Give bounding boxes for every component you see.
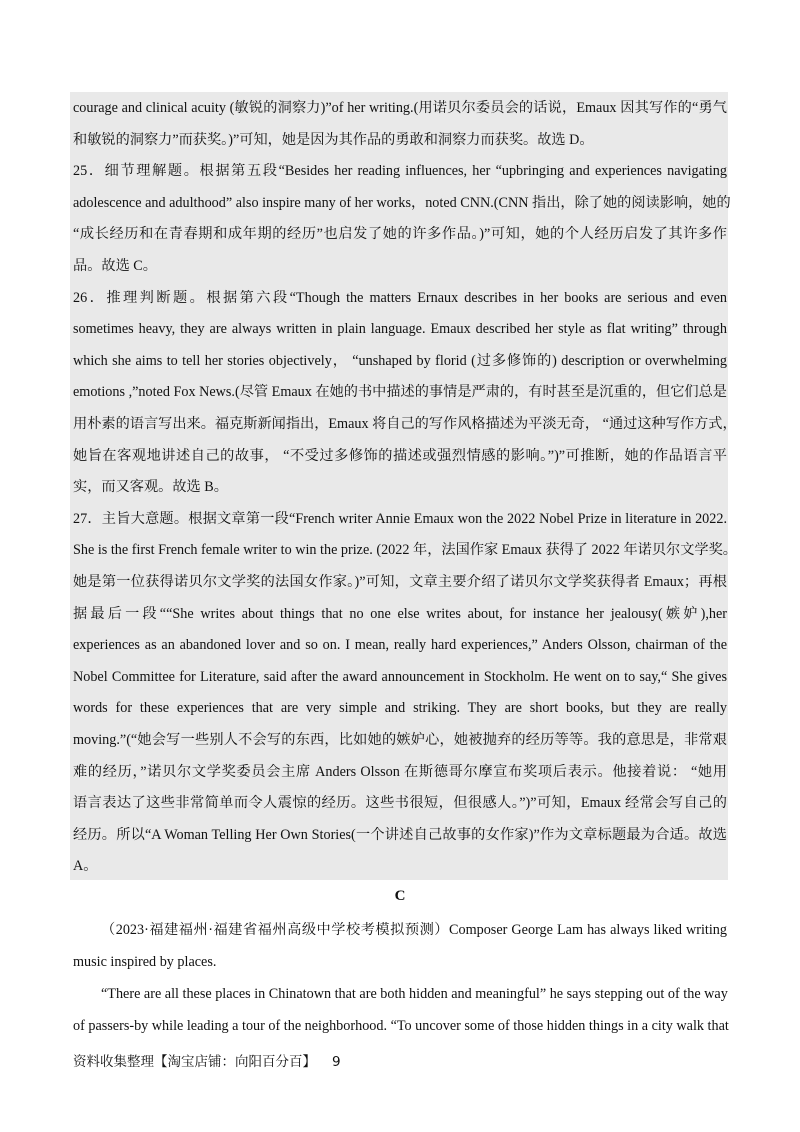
page-footer (73, 1050, 341, 1070)
footer-source: 资料收集整理【淘宝店铺：向阳百分百】 (73, 1054, 316, 1070)
answer-line: 和敏锐的洞察力”而获奖。)”可知，她是因为其作品的勇敢和洞察力而获奖。故选 D。 (73, 131, 594, 148)
answer-line: 据最后一段““She writes about things that no one else writes about, for instance her jealousy(嫉妒),her (73, 605, 727, 622)
answer-line: 她是第一位获得诺贝尔文学奖的法国女作家。)”可知，文章主要介绍了诺贝尔文学奖获得者 Emaux；再根 (73, 574, 727, 590)
answer-line: 难的经历，”诺贝尔文学奖委员会主席 Anders Olsson 在斯德哥尔摩宣布奖项后表示。他接着说： “她用 (73, 763, 727, 780)
answer-line: sometimes heavy, they are always written in plain language. Emaux described her style as flat writing” through (73, 321, 727, 338)
answer-line: moving.”(“她会写一些别人不会写的东西，比如她的嫉妒心，她被抛弃的经历等等。我的意思是，非常艰 (73, 732, 727, 748)
answer-line: 用朴素的语言写出来。福克斯新闻指出，Emaux 将自己的写作风格描述为平淡无奇， “通过这种写作方式， (73, 416, 737, 432)
answer-line: 品。故选 C。 (73, 258, 157, 274)
answer-line: “成长经历和在青春期和成年期的经历”也启发了她的许多作品。)”可知，她的个人经历启发了其许多作 (73, 226, 727, 243)
answer-line: experiences as an abandoned lover and so on. I mean, really hard experiences,” Anders Olsson, chairman of the (73, 637, 727, 654)
passage-line: of passers-by while leading a tour of the neighborhood. “To uncover some of those hidden things in a city walk that (73, 1018, 729, 1034)
section-heading: C (394, 888, 406, 904)
answer-line: She is the first French female writer to win the prize. (2022 年，法国作家 Emaux 获得了 2022 年诺贝尔文学奖。 (73, 542, 737, 559)
passage-line: “There are all these places in Chinatown that are both hidden and meaningful” he says stepping out of the way (101, 986, 728, 1002)
passage-line: music inspired by places. (73, 954, 217, 970)
answer-line: emotions ,”noted Fox News.(尽管 Emaux 在她的书中描述的事情是严肃的，有时甚至是沉重的，但它们总是 (73, 384, 727, 401)
answer-line: A。 (73, 858, 98, 875)
answer-line: words for these experiences that are very simple and striking. They are short books, but they are really (73, 700, 727, 717)
answer-line: 语言表达了这些非常简单而令人震惊的经历。这些书很短，但很感人。”)”可知，Emaux 经常会写自己的 (73, 795, 727, 812)
answer-line: which she aims to tell her stories objectively， “unshaped by florid (过多修饰的) description or overwhelming (73, 352, 727, 369)
answer-line: courage and clinical acuity (敏锐的洞察力)”of her writing.(用诺贝尔委员会的话说，Emaux 因其写作的“勇气 (73, 100, 727, 116)
passage-line: （2023·福建福州·福建省福州高级中学校考模拟预测）Composer George Lam has always liked writing (101, 922, 727, 938)
answer-line: 25．细节理解题。根据第五段“Besides her reading influences, her “upbringing and experiences navigating (73, 163, 727, 180)
answer-line: Nobel Committee for Literature, said after the award announcement in Stockholm. He went on to say,“ She gives (73, 668, 727, 685)
page-number: 9 (332, 1054, 341, 1070)
answer-line: adolescence and adulthood” also inspire many of her works，noted CNN.(CNN 指出，除了她的阅读影响，她的 (73, 194, 731, 211)
answer-line: 26．推理判断题。根据第六段“Though the matters Ernaux describes in her books are serious and even (73, 289, 727, 306)
answer-line: 她旨在客观地讲述自己的故事， “不受过多修饰的描述或强烈情感的影响。”)”可推断，她的作品语言平 (73, 447, 727, 464)
answer-line: 实，而又客观。故选 B。 (73, 479, 228, 496)
answer-line: 27．主旨大意题。根据文章第一段“French writer Annie Emaux won the 2022 Nobel Prize in literature in 2022. (73, 510, 727, 527)
answer-line: 经历。所以“A Woman Telling Her Own Stories(一个讲述自己故事的女作家)”作为文章标题最为合适。故选 (73, 826, 727, 843)
